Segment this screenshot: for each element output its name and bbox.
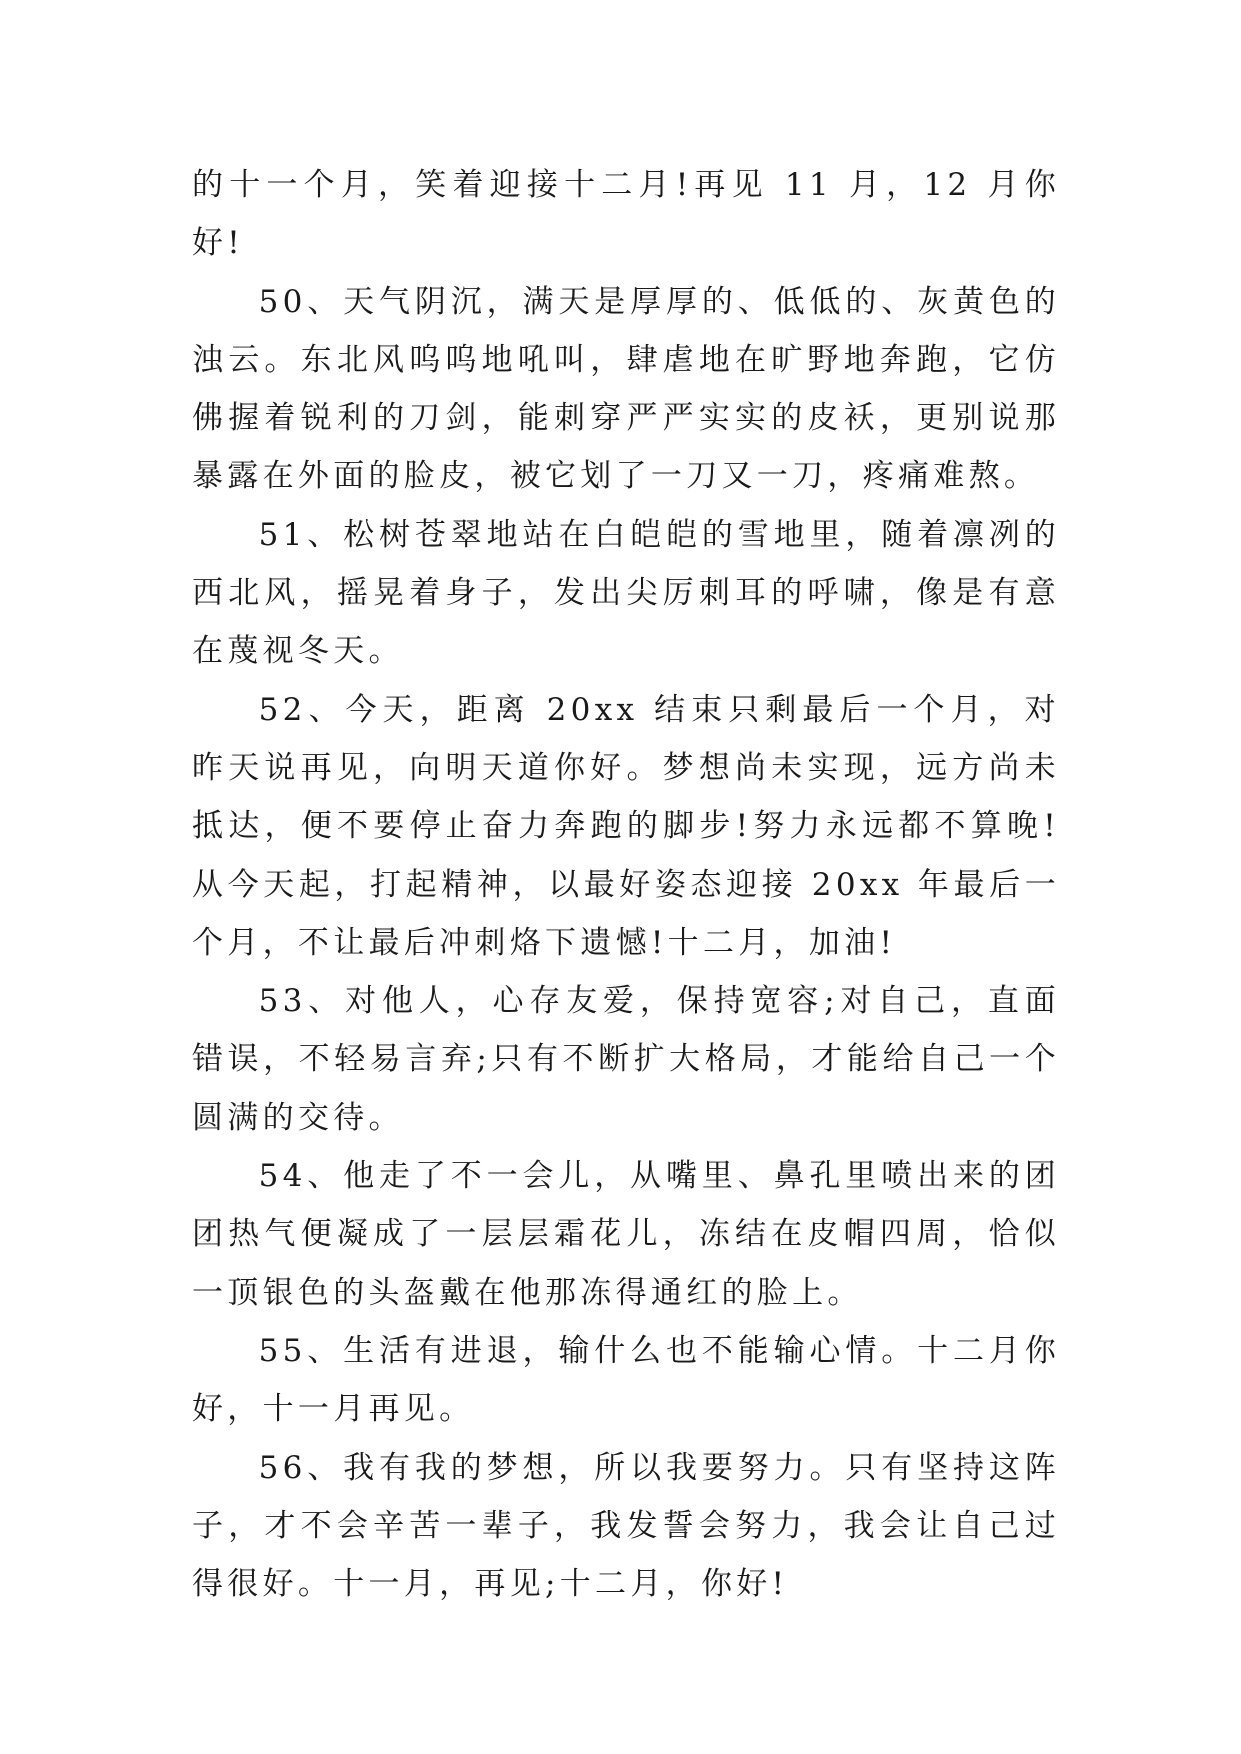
paragraph-56: 56、我有我的梦想，所以我要努力。只有坚持这阵子，才不会辛苦一辈子，我发誓会努力，我会让自己过得很好。十一月，再见;十二月，你好!: [192, 1449, 1060, 1603]
paragraph-54: 54、他走了不一会儿，从嘴里、鼻孔里喷出来的团团热气便凝成了一层层霜花儿，冻结在皮帽四周，恰似一顶银色的头盔戴在他那冻得通红的脸上。: [192, 1158, 1060, 1311]
paragraph-55: 55、生活有进退，输什么也不能输心情。十二月你好，十一月再见。: [192, 1332, 1060, 1428]
paragraph-51: 51、松树苍翠地站在白皑皑的雪地里，随着凛冽的西北风，摇晃着身子，发出尖厉刺耳的呼啸，像是有意在蔑视冬天。: [192, 516, 1060, 670]
paragraph-53: 53、对他人，心存友爱，保持宽容;对自己，直面错误，不轻易言弃;只有不断扩大格局，才能给自己一个圆满的交待。: [192, 983, 1060, 1136]
paragraph-continued: 的十一个月，笑着迎接十二月!再见 11 月，12 月你好!: [192, 167, 1060, 262]
paragraph-52: 52、今天，距离 20xx 结束只剩最后一个月，对昨天说再见，向明天道你好。梦想尚未实现，远方尚未抵达，便不要停止奋力奔跑的脚步!努力永远都不算晚!从今天起，打起精神，以最好姿态迎接 20xx 年最后一个月，不让最后冲刺烙下遗憾!十二月，加油!: [192, 691, 1060, 961]
paragraph-50: 50、天气阴沉，满天是厚厚的、低低的、灰黄色的浊云。东北风呜呜地吼叫，肆虐地在旷野地奔跑，它仿佛握着锐利的刀剑，能刺穿严严实实的皮袄，更别说那暴露在外面的脸皮，被它划了一刀又一刀，疼痛难熬。: [192, 283, 1060, 495]
document-body: [192, 156, 1060, 1613]
